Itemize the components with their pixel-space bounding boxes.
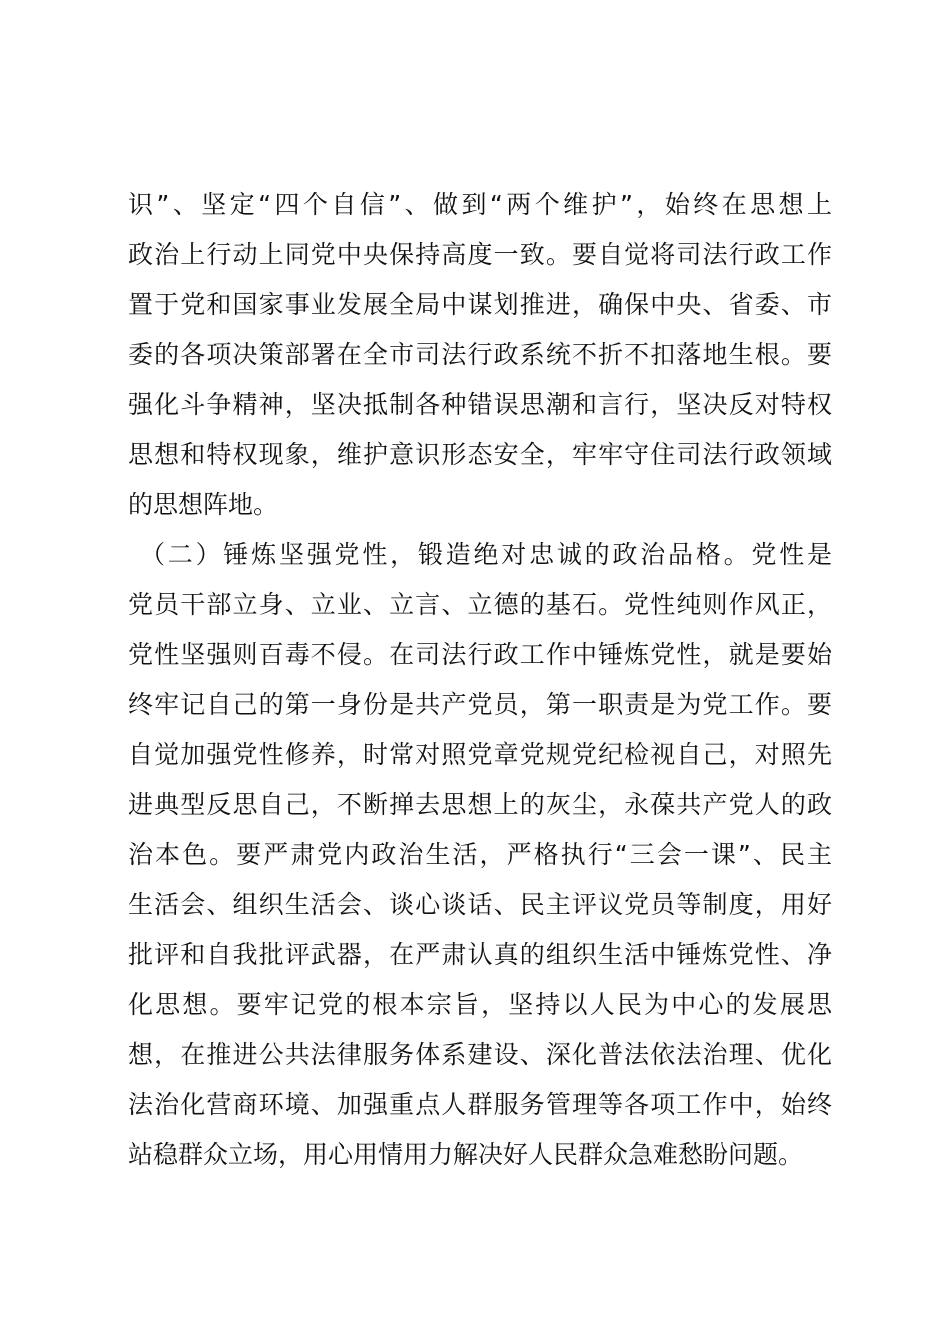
text-line: 终牢记自己的第一身份是共产党员，第一职责是为党工作。要 [128, 690, 832, 719]
paragraph-2 [128, 530, 832, 1180]
text-line: 进典型反思自己，不断掸去思想上的灰尘，永葆共产党人的政 [128, 790, 832, 819]
text-line: 识”、坚定“四个自信”、做到“两个维护”，始终在思想上 [128, 190, 832, 219]
document-body [128, 180, 832, 1180]
text-line: 的思想阵地。 [128, 490, 279, 519]
text-line: 思想和特权现象，维护意识形态安全，牢牢守住司法行政领域 [128, 440, 832, 469]
text-line: 法治化营商环境、加强重点人群服务管理等各项工作中，始终 [128, 1090, 832, 1119]
text-line: 批评和自我批评武器，在严肃认真的组织生活中锤炼党性、净 [128, 940, 832, 969]
text-line: 委的各项决策部署在全市司法行政系统不折不扣落地生根。要 [128, 340, 832, 369]
text-line: 自觉加强党性修养，时常对照党章党规党纪检视自己，对照先 [128, 740, 832, 769]
text-line: 治本色。要严肃党内政治生活，严格执行“三会一课”、民主 [128, 840, 832, 869]
text-line: 政治上行动上同党中央保持高度一致。要自觉将司法行政工作 [128, 240, 832, 269]
text-line: 强化斗争精神，坚决抵制各种错误思潮和言行，坚决反对特权 [128, 390, 832, 419]
text-line: 想，在推进公共法律服务体系建设、深化普法依法治理、优化 [128, 1040, 832, 1069]
text-line: 站稳群众立场，用心用情用力解决好人民群众急难愁盼问题。 [128, 1140, 804, 1169]
text-line: 党性坚强则百毒不侵。在司法行政工作中锤炼党性，就是要始 [128, 640, 832, 669]
paragraph-1 [128, 180, 832, 530]
text-line: 党员干部立身、立业、立言、立德的基石。党性纯则作风正， [128, 590, 832, 619]
text-line: 置于党和国家事业发展全局中谋划推进，确保中央、省委、市 [128, 290, 832, 319]
section-heading-line: （二）锤炼坚强党性，锻造绝对忠诚的政治品格。党性是 [140, 540, 832, 569]
text-line: 化思想。要牢记党的根本宗旨，坚持以人民为中心的发展思 [128, 990, 832, 1019]
text-line: 生活会、组织生活会、谈心谈话、民主评议党员等制度，用好 [128, 890, 832, 919]
